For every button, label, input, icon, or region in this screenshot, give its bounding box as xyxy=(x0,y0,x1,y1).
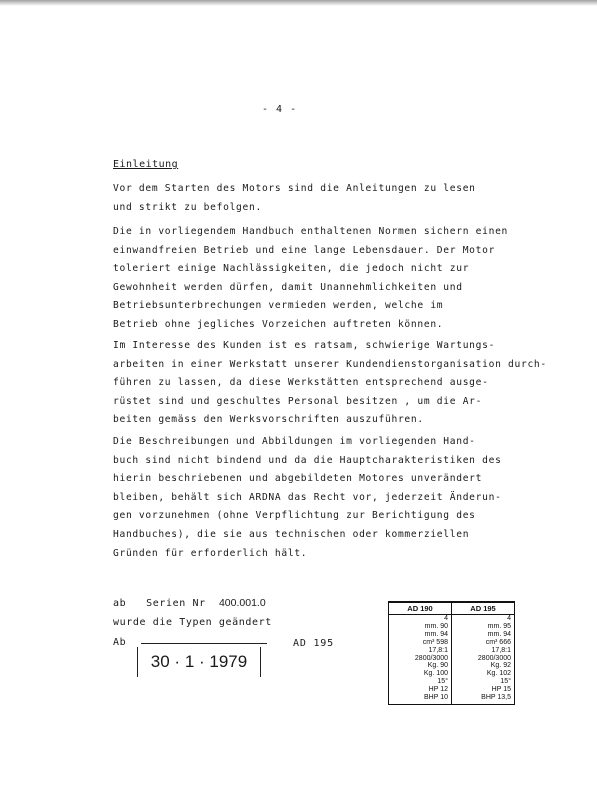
spec-cell: 2800/3000 xyxy=(389,655,452,663)
serien-label: Serien Nr xyxy=(146,598,206,609)
paragraph-line: führen zu lassen, da diese Werkstätten entsprechend ausge- xyxy=(113,377,489,389)
spec-cell: Kg. 92 xyxy=(452,662,515,670)
spec-col-ad190: AD 190 xyxy=(389,602,452,615)
spec-cell: cm³ 666 xyxy=(452,639,515,647)
section-heading: Einleitung xyxy=(113,159,179,170)
spec-row xyxy=(389,670,515,678)
spec-cell: cm³ 598 xyxy=(389,639,452,647)
ab-label: ab xyxy=(113,598,127,609)
paragraph-line: Die Beschreibungen und Abbildungen im vorliegenden Hand- xyxy=(113,436,476,447)
spec-row xyxy=(389,623,515,631)
paragraph-1 xyxy=(113,180,595,217)
ab2-label: Ab xyxy=(113,637,127,648)
spec-row xyxy=(389,662,515,670)
spec-header-row xyxy=(389,602,515,615)
spec-row xyxy=(389,686,515,694)
spec-cell: HP 12 xyxy=(389,686,452,694)
serial-line xyxy=(113,597,266,609)
spec-cell: mm. 94 xyxy=(389,631,452,639)
paragraph-line: Handbuches), die sie aus technischen oder kommerziellen xyxy=(113,528,470,540)
stamp-top-rule xyxy=(141,643,267,644)
paragraph-line: Im Interesse des Kunden ist es ratsam, schwierige Wartungs- xyxy=(113,340,496,351)
spec-cell: mm. 94 xyxy=(452,631,515,639)
stamp-date: 30 · 1 · 1979 xyxy=(150,652,248,671)
paragraph-line: Die in vorliegendem Handbuch enthaltenen Normen sichern einen xyxy=(113,226,509,237)
types-changed-line: wurde die Typen geändert xyxy=(113,617,272,628)
spec-cell: 15° xyxy=(452,678,515,686)
paragraph-line: Vor dem Starten des Motors sind die Anleitungen zu lesen xyxy=(113,183,476,194)
spec-cell: BHP 10 xyxy=(389,694,452,704)
spec-cell: mm. 90 xyxy=(389,623,452,631)
paragraph-4 xyxy=(113,433,595,563)
spec-cell: BHP 13,5 xyxy=(452,694,515,704)
spec-row xyxy=(389,647,515,655)
paragraph-line: bleiben, behält sich ARDNA das Recht vor, jederzeit Änderun- xyxy=(113,491,502,503)
spec-table xyxy=(388,601,515,705)
paragraph-line: hierin beschriebenen und abgebildeten Motores unverändert xyxy=(113,473,483,485)
spec-cell: Kg. 90 xyxy=(389,662,452,670)
scan-edge-shadow xyxy=(0,0,597,6)
spec-row xyxy=(389,631,515,639)
spec-cell: 17,8:1 xyxy=(452,647,515,655)
paragraph-line: rüstet sind und geschultes Personal besitzen , um die Ar- xyxy=(113,395,483,407)
paragraph-line: Gewohnheit werden dürfen, damit Unannehmlichkeiten und xyxy=(113,281,463,293)
spec-cell: 4 xyxy=(389,615,452,623)
spec-row xyxy=(389,639,515,647)
spec-cell: Kg. 102 xyxy=(452,670,515,678)
paragraph-line: und strikt zu befolgen. xyxy=(113,201,262,213)
paragraph-line: beiten gemäss den Werksvorschriften auszuführen. xyxy=(113,414,424,426)
spec-cell: mm. 95 xyxy=(452,623,515,631)
paragraph-line: gen vorzunehmen (ohne Verpflichtung zur Berichtigung des xyxy=(113,510,476,522)
date-stamp xyxy=(137,647,261,677)
paragraph-line: arbeiten in einer Werkstatt unserer Kundendienstorganisation durch- xyxy=(113,358,547,370)
paragraph-line: einwandfreien Betrieb und eine lange Lebensdauer. Der Motor xyxy=(113,244,496,256)
serien-value: 400.001.0 xyxy=(218,597,266,609)
spec-row xyxy=(389,655,515,663)
paragraph-line: toleriert einige Nachlässigkeiten, die jedoch nicht zur xyxy=(113,263,470,275)
spec-cell: 4 xyxy=(452,615,515,623)
spec-row xyxy=(389,678,515,686)
paragraph-line: buch sind nicht bindend und da die Hauptcharakteristiken des xyxy=(113,454,502,466)
spec-row xyxy=(389,615,515,623)
spec-cell: Kg. 100 xyxy=(389,670,452,678)
spec-cell: 15° xyxy=(389,678,452,686)
paragraph-line: Betriebsunterbrechungen vermieden werden, welche im xyxy=(113,300,444,312)
spec-cell: 2800/3000 xyxy=(452,655,515,663)
paragraph-line: Gründen für erforderlich hält. xyxy=(113,547,308,559)
spec-cell: 17,8:1 xyxy=(389,647,452,655)
paragraph-3 xyxy=(113,337,595,430)
spec-row xyxy=(389,694,515,704)
paragraph-line: Betrieb ohne jegliches Vorzeichen auftreten können. xyxy=(113,318,444,330)
paragraph-2 xyxy=(113,223,595,335)
engine-type: AD 195 xyxy=(293,638,334,649)
spec-col-ad195: AD 195 xyxy=(452,602,515,615)
page-number: - 4 - xyxy=(262,104,298,115)
spec-cell: HP 15 xyxy=(452,686,515,694)
